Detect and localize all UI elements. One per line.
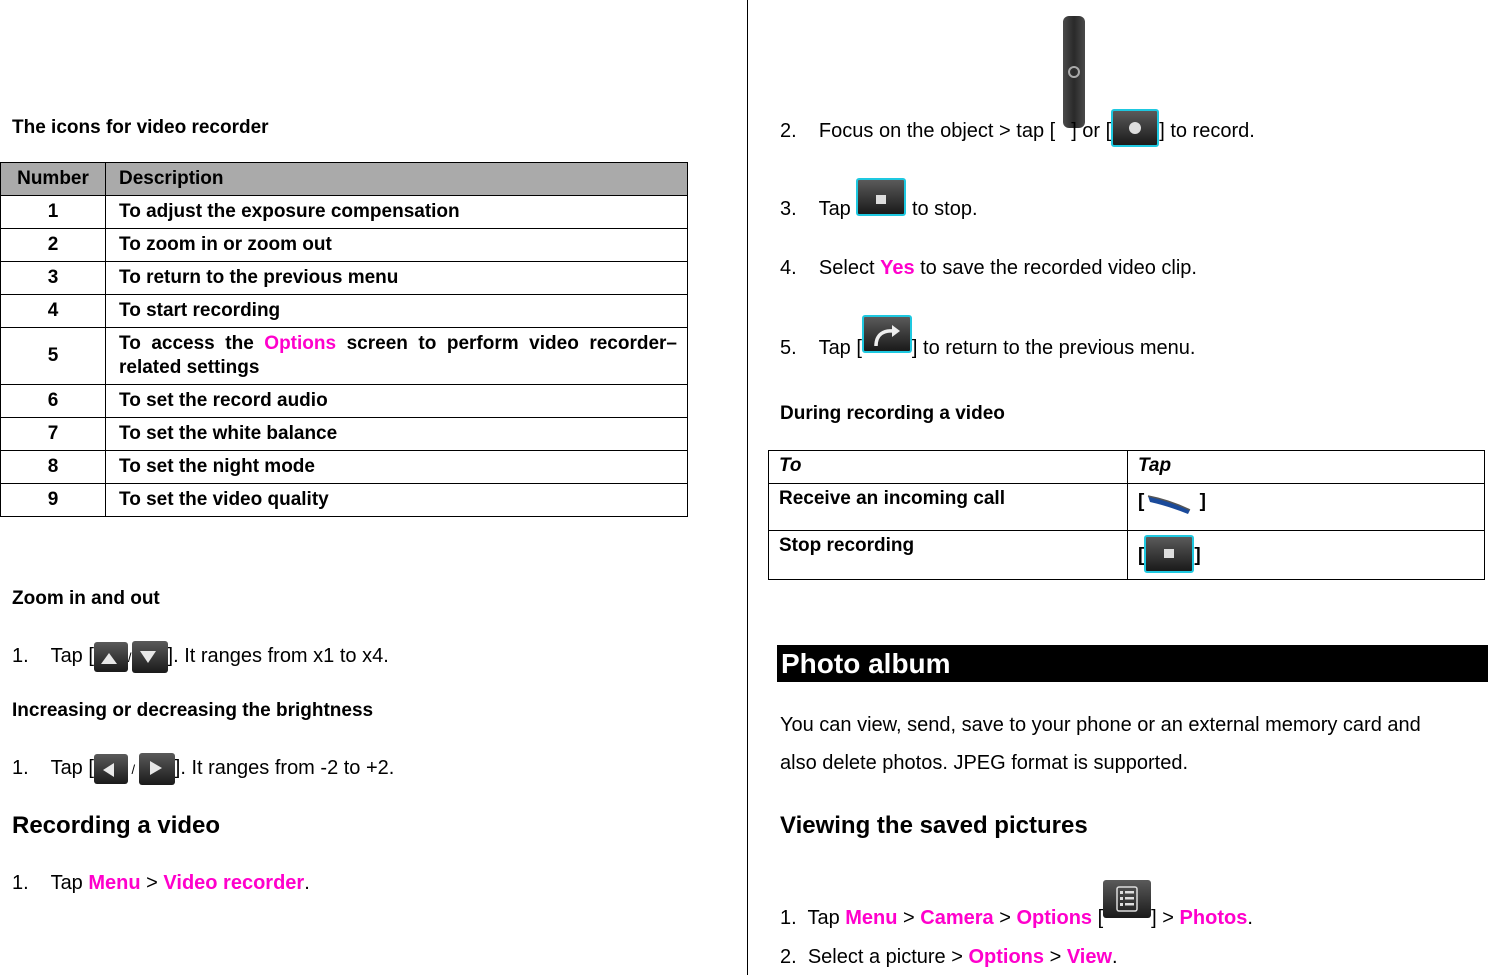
viewing-heading: Viewing the saved pictures: [780, 812, 1088, 839]
row-tap: [1128, 484, 1485, 531]
row-number: 5: [1, 328, 106, 385]
table-row: [1, 484, 688, 517]
step-text: Tap [: [818, 337, 862, 359]
bracket: ]: [1194, 545, 1201, 566]
step-text: Tap: [807, 907, 840, 929]
row-to: Receive an incoming call: [769, 484, 1128, 531]
desc-text: To access the: [119, 333, 254, 354]
zoom-step: [12, 633, 389, 673]
arrow-down-icon[interactable]: [132, 641, 168, 673]
row-number: 2: [1, 229, 106, 262]
row-description: To set the white balance: [106, 418, 688, 451]
during-recording-heading: During recording a video: [780, 403, 1005, 424]
bracket: [: [1097, 907, 1104, 929]
step-text: ] to return to the previous menu.: [911, 337, 1196, 359]
step-text: ]. It ranges from x1 to x4.: [167, 645, 389, 667]
brightness-heading: Increasing or decreasing the brightness: [12, 700, 374, 721]
table-row: [1, 262, 688, 295]
punctuation: .: [304, 872, 310, 894]
step-3: [780, 178, 978, 218]
table-row: [1, 385, 688, 418]
viewing-step-1: [780, 880, 1253, 929]
table-row: [1, 295, 688, 328]
step-text: ]. It ranges from -2 to +2.: [174, 757, 395, 779]
table-row: [1, 328, 688, 385]
table-row: [769, 484, 1485, 531]
step-5: [780, 315, 1196, 359]
yes-option[interactable]: Yes: [880, 257, 915, 279]
row-number: 9: [1, 484, 106, 517]
separator: >: [146, 872, 158, 894]
step-number: 2.: [780, 946, 797, 968]
video-recorder-link[interactable]: Video recorder: [163, 872, 305, 894]
row-number: 7: [1, 418, 106, 451]
row-number: 8: [1, 451, 106, 484]
desc-text: screen to perform video recorder–related settings: [119, 333, 677, 378]
row-number: 3: [1, 262, 106, 295]
row-number: 6: [1, 385, 106, 418]
recording-heading: Recording a video: [12, 812, 221, 839]
column-divider: [747, 0, 748, 975]
menu-link[interactable]: Menu: [845, 907, 898, 929]
menu-link[interactable]: Menu: [88, 872, 141, 894]
separator: /: [127, 650, 132, 665]
step-text: Tap [: [50, 757, 94, 779]
row-to: Stop recording: [769, 531, 1128, 580]
separator: >: [1049, 946, 1062, 968]
header-tap: Tap: [1128, 451, 1485, 484]
step-number: 1.: [12, 645, 29, 667]
row-tap: [1128, 531, 1485, 580]
step-number: 1.: [12, 757, 29, 779]
bracket: ]: [1199, 491, 1206, 513]
return-arrow-icon[interactable]: [862, 315, 912, 353]
step-number: 5.: [780, 337, 797, 359]
row-description: To set the record audio: [106, 385, 688, 418]
arrow-left-icon[interactable]: [94, 754, 128, 784]
header-number: Number: [1, 163, 106, 196]
punctuation: .: [1112, 946, 1118, 968]
bracket: [: [1138, 491, 1145, 513]
step-number: 1.: [780, 907, 797, 929]
separator: >: [903, 907, 915, 929]
separator: >: [1162, 907, 1174, 929]
viewing-step-2: [780, 946, 1118, 969]
record-button-icon[interactable]: [1111, 109, 1159, 147]
end-call-icon[interactable]: [1144, 488, 1194, 516]
arrow-up-icon[interactable]: [94, 642, 128, 672]
photos-link[interactable]: Photos: [1179, 907, 1248, 929]
arrow-right-icon[interactable]: [139, 753, 175, 785]
step-text: Focus on the object > tap [: [818, 120, 1056, 142]
step-text: Select: [818, 257, 875, 279]
row-number: 1: [1, 196, 106, 229]
row-description: To set the night mode: [106, 451, 688, 484]
view-link[interactable]: View: [1066, 946, 1113, 968]
row-description: [106, 328, 688, 385]
row-number: 4: [1, 295, 106, 328]
row-description: To return to the previous menu: [106, 262, 688, 295]
table-title: The icons for video recorder: [12, 117, 269, 138]
step-number: 1.: [12, 872, 29, 894]
step-number: 2.: [780, 120, 797, 142]
options-link[interactable]: Options: [1016, 907, 1093, 929]
row-description: To zoom in or zoom out: [106, 229, 688, 262]
recording-step: [12, 872, 310, 895]
step-text: ] to record.: [1159, 120, 1255, 142]
zoom-heading: Zoom in and out: [12, 588, 160, 609]
separator: >: [999, 907, 1011, 929]
step-text: Tap [: [50, 645, 94, 667]
step-text: Tap: [50, 872, 83, 894]
during-recording-table: [768, 450, 1485, 580]
bracket: ]: [1151, 907, 1157, 929]
step-2: [780, 109, 1255, 147]
stop-button-icon[interactable]: [856, 178, 906, 216]
table-row: [1, 229, 688, 262]
options-list-icon[interactable]: [1103, 880, 1151, 918]
row-description: To start recording: [106, 295, 688, 328]
intro-line-2: also delete photos. JPEG format is supported.: [780, 752, 1188, 774]
header-to: To: [769, 451, 1128, 484]
table-row: [1, 196, 688, 229]
table-row: [769, 531, 1485, 580]
step-text: ] or [: [1071, 120, 1112, 142]
intro-line-1: You can view, send, save to your phone or an external memory card and: [780, 714, 1421, 736]
step-text: Select a picture >: [807, 946, 963, 968]
step-number: 3.: [780, 198, 797, 220]
row-description: To adjust the exposure compensation: [106, 196, 688, 229]
table-header-row: [769, 451, 1485, 484]
punctuation: .: [1247, 907, 1253, 929]
header-description: Description: [106, 163, 688, 196]
bracket: [: [1138, 545, 1145, 566]
step-number: 4.: [780, 257, 797, 279]
video-icons-table: [0, 162, 688, 517]
stop-button-icon[interactable]: [1144, 535, 1194, 573]
options-highlight: Options: [264, 333, 337, 354]
separator: /: [131, 762, 136, 777]
step-text: to stop.: [911, 198, 978, 220]
camera-link[interactable]: Camera: [920, 907, 994, 929]
row-description: To set the video quality: [106, 484, 688, 517]
step-text: Tap: [818, 198, 851, 220]
step-text: to save the recorded video clip.: [920, 257, 1197, 279]
options-link[interactable]: Options: [968, 946, 1045, 968]
step-4: [780, 257, 1197, 280]
table-header-row: [1, 163, 688, 196]
table-row: [1, 451, 688, 484]
table-row: [1, 418, 688, 451]
section-title-bar: Photo album: [777, 645, 1488, 682]
brightness-step: [12, 745, 394, 785]
